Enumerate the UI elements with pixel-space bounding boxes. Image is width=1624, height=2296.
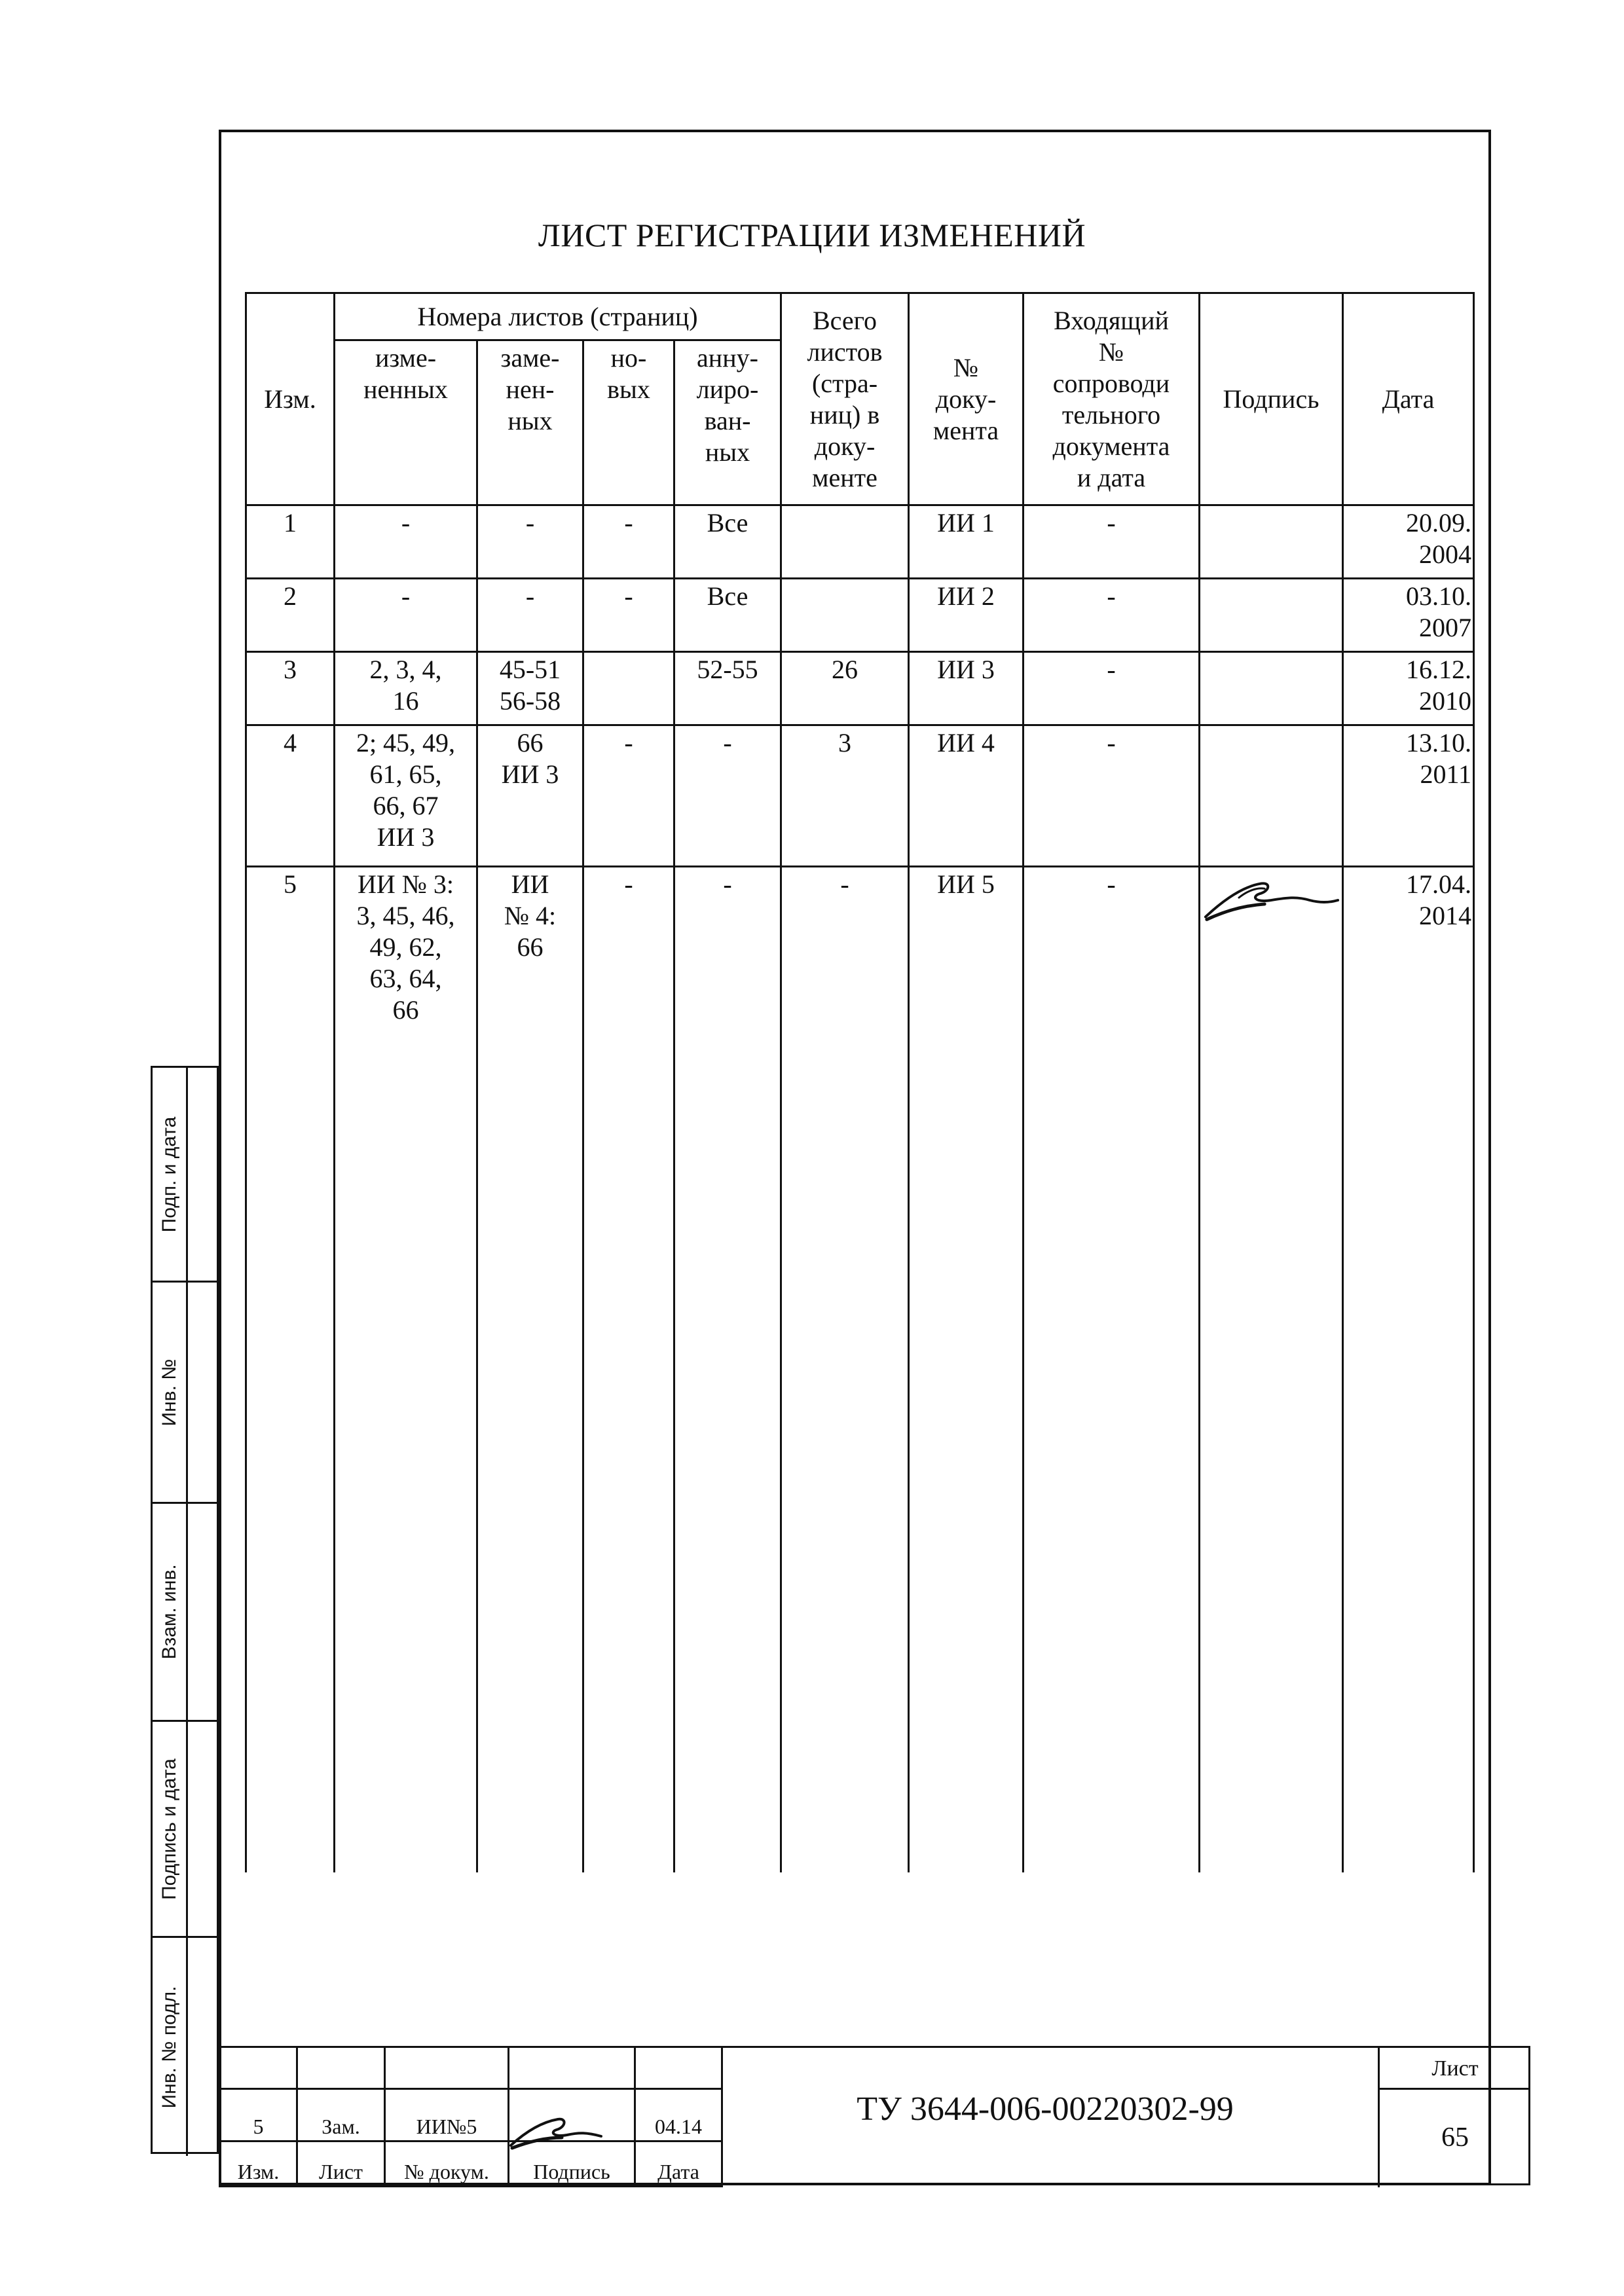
- cell-izm: 2: [246, 579, 335, 652]
- cell-new: [583, 652, 674, 725]
- cell-doc-no: ИИ 5: [909, 867, 1024, 1872]
- cell-incoming: -: [1024, 867, 1200, 1872]
- cell-incoming: -: [1024, 579, 1200, 652]
- cell-new: -: [583, 725, 674, 867]
- table-row: [246, 725, 1474, 867]
- strip-label: Взам. инв.: [158, 1564, 180, 1660]
- cell-date: 13.10. 2011: [1343, 725, 1474, 867]
- cell-doc-no: ИИ 2: [909, 579, 1024, 652]
- cell-changed: ИИ № 3: 3, 45, 46, 49, 62, 63, 64, 66: [335, 867, 477, 1872]
- title-block-signature: [507, 2109, 605, 2155]
- cell-replaced: ИИ № 4: 66: [477, 867, 583, 1872]
- header-total: Всего листов (стра- ниц) в доку- менте: [781, 293, 909, 505]
- tb-date-label: Дата: [635, 2141, 722, 2187]
- cell-incoming: -: [1024, 505, 1200, 579]
- header-replaced: заме- нен- ных: [477, 340, 583, 505]
- cell-annulled: Все: [674, 579, 781, 652]
- cell-new: -: [583, 867, 674, 1872]
- tb-doc-label: № докум.: [385, 2141, 509, 2187]
- handwritten-signature: [1200, 871, 1342, 930]
- strip-label: Инв. № подл.: [158, 1986, 180, 2108]
- strip-cell: [153, 1504, 217, 1722]
- tb-list-value: Зам.: [297, 2089, 385, 2141]
- strip-cell: [153, 1283, 217, 1504]
- cell-date: 17.04. 2014: [1343, 867, 1474, 1872]
- cell-date: 16.12. 2010: [1343, 652, 1474, 725]
- cell-doc-no: ИИ 4: [909, 725, 1024, 867]
- cell-changed: 2, 3, 4, 16: [335, 652, 477, 725]
- cell-izm: 4: [246, 725, 335, 867]
- header-incoming: Входящий № сопроводи тельного документа и дата: [1024, 293, 1200, 505]
- cell-replaced: -: [477, 505, 583, 579]
- header-sheet-numbers: Номера листов (страниц): [335, 293, 781, 340]
- cell-signature: [1200, 505, 1343, 579]
- cell-changed: -: [335, 579, 477, 652]
- tb-sign-label: Подпись: [509, 2141, 635, 2187]
- change-registration-table: [245, 292, 1475, 1872]
- sheet-number: 65: [1441, 2123, 1469, 2153]
- sheet-label: Лист: [1380, 2048, 1530, 2090]
- table-row: [246, 652, 1474, 725]
- tb-izm-label: Изм.: [220, 2141, 297, 2187]
- cell-replaced: -: [477, 579, 583, 652]
- tb-doc-value: ИИ№5: [385, 2089, 509, 2141]
- cell-izm: 3: [246, 652, 335, 725]
- title-block-grid: [219, 2046, 723, 2187]
- cell-date: 20.09. 2004: [1343, 505, 1474, 579]
- cell-doc-no: ИИ 1: [909, 505, 1024, 579]
- cell-replaced: 45-51 56-58: [477, 652, 583, 725]
- cell-total: 26: [781, 652, 909, 725]
- strip-cell: [153, 1722, 217, 1938]
- sheet-cell: [1378, 2048, 1530, 2187]
- cell-signature: [1200, 652, 1343, 725]
- strip-cell: [153, 1068, 217, 1283]
- cell-total: -: [781, 867, 909, 1872]
- cell-total: [781, 579, 909, 652]
- cell-incoming: -: [1024, 725, 1200, 867]
- cell-doc-no: ИИ 3: [909, 652, 1024, 725]
- cell-signature: [1200, 725, 1343, 867]
- cell-replaced: 66 ИИ 3: [477, 725, 583, 867]
- cell-signature: [1200, 867, 1343, 1872]
- header-izm: Изм.: [246, 293, 335, 505]
- header-doc-no: № доку- мента: [909, 293, 1024, 505]
- strip-label: Подпись и дата: [158, 1758, 180, 1900]
- cell-annulled: -: [674, 867, 781, 1872]
- header-new: но- вых: [583, 340, 674, 505]
- document-code-cell: [721, 2046, 1530, 2185]
- cell-changed: -: [335, 505, 477, 579]
- cell-izm: 5: [246, 867, 335, 1872]
- strip-label: Подп. и дата: [158, 1116, 180, 1232]
- cell-date: 03.10. 2007: [1343, 579, 1474, 652]
- document-title: ЛИСТ РЕГИСТРАЦИИ ИЗМЕНЕНИЙ: [538, 217, 1086, 253]
- tb-date-value: 04.14: [635, 2089, 722, 2141]
- table-row: [246, 579, 1474, 652]
- cell-new: -: [583, 579, 674, 652]
- header-changed: изме- ненных: [335, 340, 477, 505]
- cell-total: 3: [781, 725, 909, 867]
- cell-changed: 2; 45, 49, 61, 65, 66, 67 ИИ 3: [335, 725, 477, 867]
- table-row: [246, 505, 1474, 579]
- margin-stamp-strip: [151, 1066, 219, 2154]
- tb-izm-value: 5: [220, 2089, 297, 2141]
- table-row: [246, 867, 1474, 1872]
- cell-total: [781, 505, 909, 579]
- cell-annulled: -: [674, 725, 781, 867]
- header-date: Дата: [1343, 293, 1474, 505]
- header-signature: Подпись: [1200, 293, 1343, 505]
- title-block: [219, 2046, 1491, 2185]
- cell-annulled: 52-55: [674, 652, 781, 725]
- cell-new: -: [583, 505, 674, 579]
- strip-label: Инв. №: [158, 1358, 180, 1426]
- strip-cell: [153, 1938, 217, 2156]
- cell-signature: [1200, 579, 1343, 652]
- tb-list-label: Лист: [297, 2141, 385, 2187]
- document-code: ТУ 3644-006-00220302-99: [857, 2090, 1234, 2128]
- header-annulled: анну- лиро- ван- ных: [674, 340, 781, 505]
- cell-annulled: Все: [674, 505, 781, 579]
- cell-izm: 1: [246, 505, 335, 579]
- cell-incoming: -: [1024, 652, 1200, 725]
